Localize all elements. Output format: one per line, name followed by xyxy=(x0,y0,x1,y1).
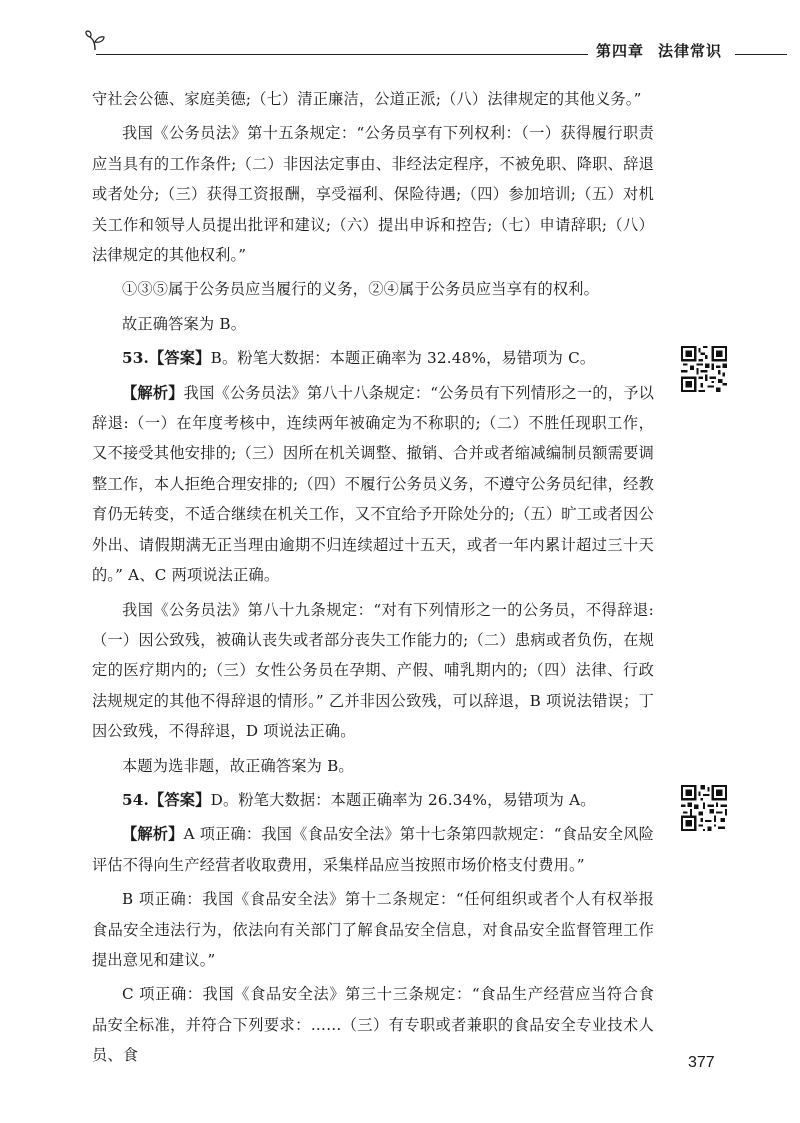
running-header xyxy=(596,40,736,61)
paragraph: B 项正确：我国《食品安全法》第十二条规定：“任何组织或者个人有权举报食品安全违法行为，依法向有关部门了解食品安全信息，对食品安全监督管理工作提出意见和建议。” xyxy=(92,890,654,969)
qr-code-icon[interactable] xyxy=(681,785,727,831)
paragraph: 我国《公务员法》第八十九条规定：“对有下列情形之一的公务员，不得辞退:（一）因公致残，被确认丧失或者部分丧失工作能力的;（二）患病或者负伤，在规定的医疗期内的;（三）女性公务员在孕期、产假、哺乳期内的;（四）法律、行政法规规定的其他不得辞退的情形。” 乙并非因公致残，可以辞退，B 项说法错误；丁因公致残，不得辞退，D 项说法正确。 xyxy=(92,600,654,741)
paragraph: 守社会公德、家庭美德;（七）清正廉洁，公道正派;（八）法律规定的其他义务。” xyxy=(92,90,642,108)
answer-tag: 53.【答案】 xyxy=(122,349,211,368)
answer-tag: 54.【答案】 xyxy=(122,790,211,809)
paragraph: C 项正确：我国《食品安全法》第三十三条规定：“食品生产经营应当符合食品安全标准，并符合下列要求：……（三）有专职或者兼职的食品安全专业技术人员、食 xyxy=(92,985,654,1065)
header-rule-right xyxy=(735,54,787,55)
analysis-53: 【解析】我国《公务员法》第八十八条规定：“公务员有下列情形之一的，予以辞退:（一）在年度考核中，连续两年被确定为不称职的;（二）不胜任现职工作，又不接受其他安排的;（三）因所在机关调整、撤销、合并或者缩减编制员额需要调整工作，本人拒绝合理安排的;（四）不履行公务员义务，不遵守公务员纪律，经教育仍无转变，不适合继续在机关工作，又不宜给予开除处分的;（五）旷工或者因公外出、请假期满无正当理由逾期不归连续超过十五天，或者一年内累计超过三十天的。” A、C 两项说法正确。 xyxy=(92,383,654,585)
page-number: 377 xyxy=(688,1054,715,1071)
answer-54: 54.【答案】D。粉笔大数据：本题正确率为 26.34%，易错项为 A。 xyxy=(122,790,596,809)
paragraph: 故正确答案为 B。 xyxy=(122,314,247,333)
analysis-54: 【解析】A 项正确：我国《食品安全法》第十七条第四款规定：“食品安全风险评估不得向生产经营者收取费用，采集样品应当按照市场价格支付费用。” xyxy=(92,825,654,874)
analysis-tag: 【解析】 xyxy=(122,825,184,844)
analysis-tag: 【解析】 xyxy=(122,383,184,402)
body-text xyxy=(92,84,654,1071)
leaf-icon xyxy=(84,30,106,52)
qr-code-icon[interactable] xyxy=(681,346,727,392)
answer-53: 53.【答案】B。粉笔大数据：本题正确率为 32.48%，易错项为 C。 xyxy=(122,349,596,368)
paragraph: ①③⑤属于公务员应当履行的义务，②④属于公务员应当享有的权利。 xyxy=(122,280,600,299)
chapter-label: 第四章 xyxy=(596,42,645,60)
header-rule xyxy=(96,54,588,55)
chapter-title: 法律常识 xyxy=(658,42,723,60)
paragraph: 本题为选非题，故正确答案为 B。 xyxy=(122,756,354,775)
paragraph: 我国《公务员法》第十五条规定：“公务员享有下列权利：（一）获得履行职责应当具有的工作条件;（二）非因法定事由、非经法定程序，不被免职、降职、辞退或者处分;（三）获得工资报酬，享受福利、保险待遇;（四）参加培训;（五）对机关工作和领导人员提出批评和建议;（六）提出申诉和控告;（七）申请辞职;（八）法律规定的其他权利。” xyxy=(92,124,654,265)
